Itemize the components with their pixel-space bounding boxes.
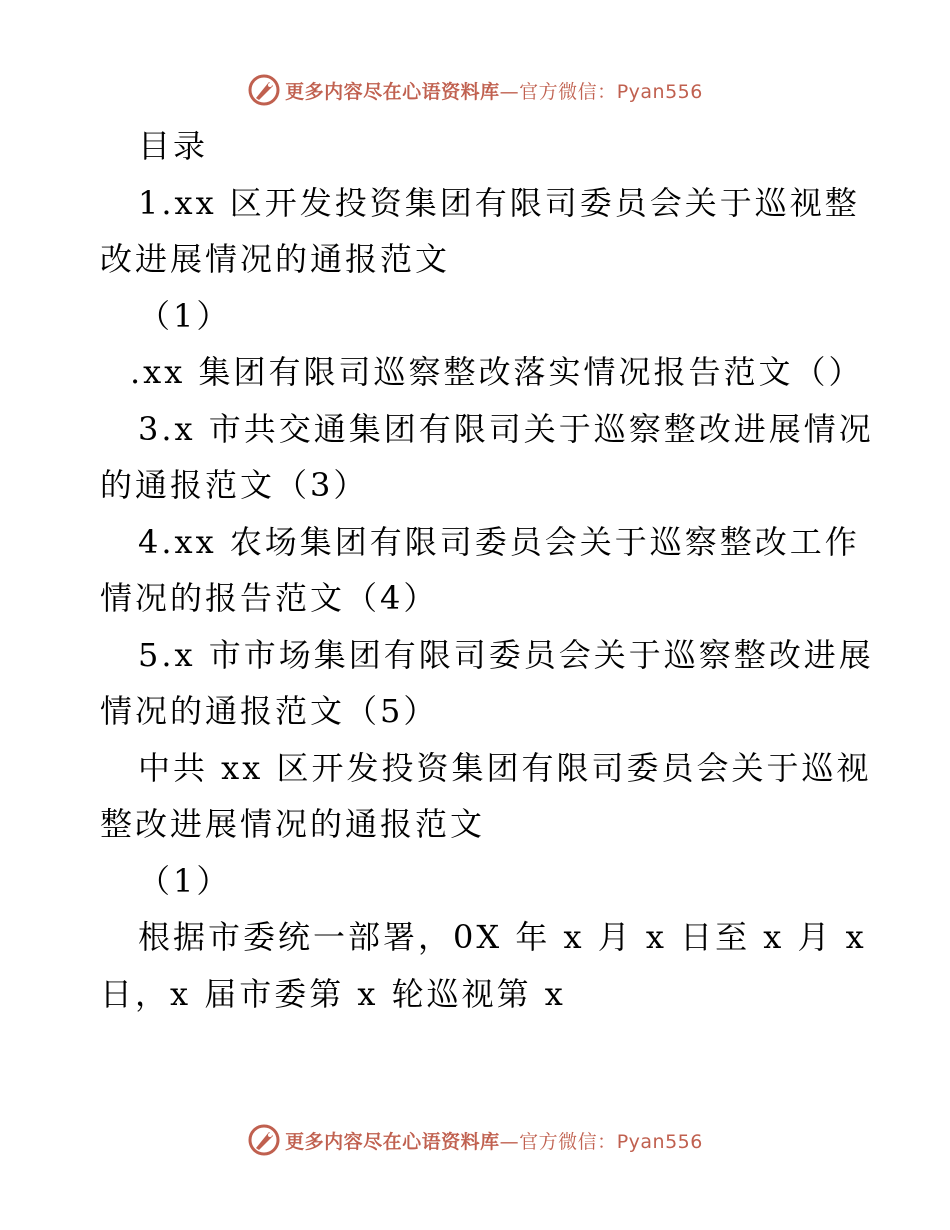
toc-item-2: .xx 集团有限司巡察整改落实情况报告范文（） <box>130 353 864 391</box>
toc-item-3: 3.x 市共交通集团有限司关于巡察整改进展情况 <box>138 409 874 448</box>
document-body <box>100 118 874 1022</box>
section-title: 中共 xx 区开发投资集团有限司委员会关于巡视 <box>138 748 872 787</box>
toc-item-1: 1.xx 区开发投资集团有限司委员会关于巡视整 <box>138 183 860 222</box>
toc-item-5-cont: 情况的通报范文（5） <box>100 692 439 730</box>
body-paragraph: 根据市委统一部署，0X 年 x 月 x 日至 x 月 x <box>138 918 867 956</box>
header-wechat-id: Pyan556 <box>616 80 703 103</box>
toc-item-5: 5.x 市市场集团有限司委员会关于巡察整改进展 <box>138 635 874 674</box>
pen-nib-logo-icon <box>247 73 281 107</box>
header-wechat-label: 官方微信： <box>519 80 617 103</box>
section-title-cont: 整改进展情况的通报范文 <box>100 805 486 843</box>
header-brand: 更多内容尽在心语资料库 <box>285 80 500 103</box>
section-page: （1） <box>138 861 232 900</box>
body-paragraph-cont: 日，x 届市委第 x 轮巡视第 x <box>100 974 566 1013</box>
toc-item-4-cont: 情况的报告范文（4） <box>100 579 439 617</box>
footer-wechat-label: 官方微信： <box>519 1130 617 1153</box>
footer-dash: — <box>499 1130 520 1153</box>
pen-nib-logo-icon <box>247 1123 281 1157</box>
header-dash: — <box>499 80 520 103</box>
toc-title: 目录 <box>138 127 209 165</box>
footer-brand: 更多内容尽在心语资料库 <box>285 1130 500 1153</box>
toc-item-1-cont: 改进展情况的通报范文 <box>100 240 451 278</box>
toc-item-4: 4.xx 农场集团有限司委员会关于巡察整改工作 <box>138 522 860 561</box>
footer-watermark <box>0 1120 950 1160</box>
footer-wechat-id: Pyan556 <box>616 1130 703 1153</box>
header-watermark <box>0 70 950 110</box>
toc-item-3-cont: 的通报范文（3） <box>100 466 369 504</box>
toc-item-1-page: （1） <box>138 296 232 335</box>
